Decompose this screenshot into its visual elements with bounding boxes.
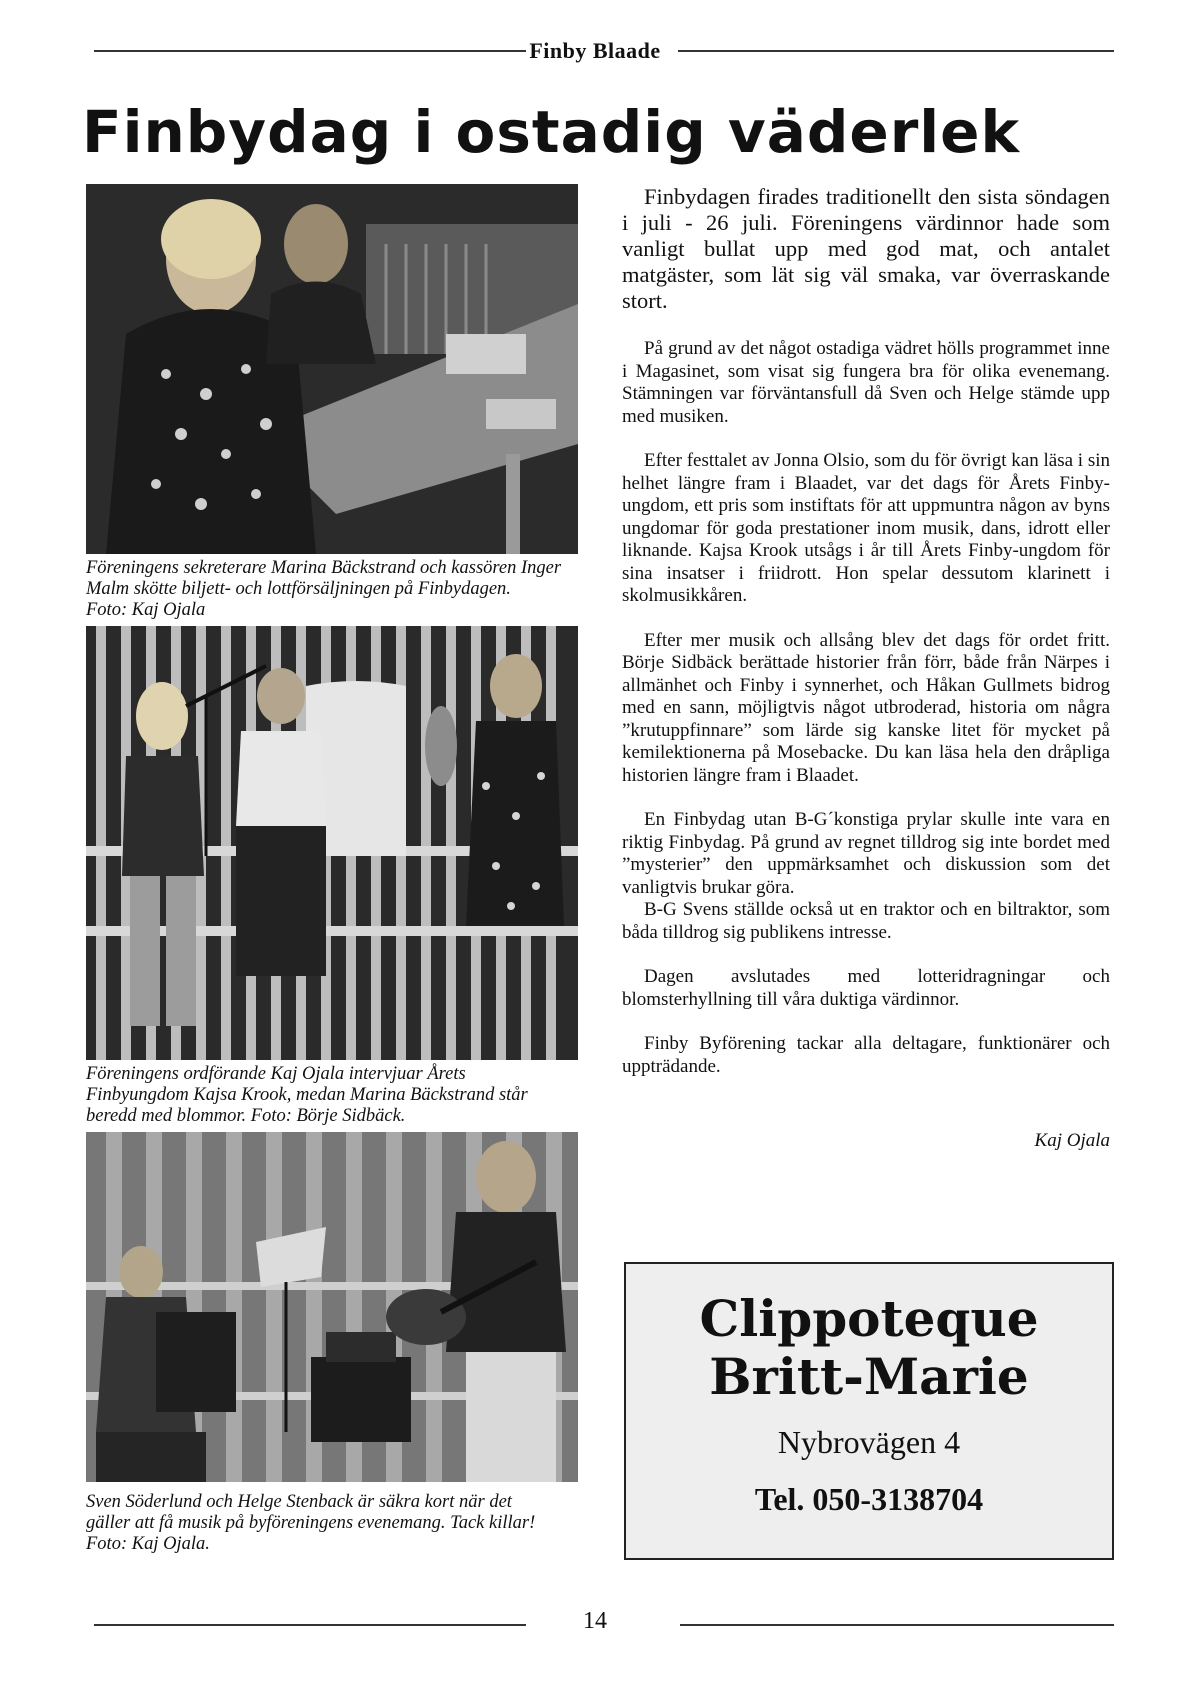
article-byline: Kaj Ojala bbox=[1034, 1130, 1110, 1151]
article-paragraph: Efter mer musik och allsång blev det dags för ordet fritt. Börje Sidbäck berättade historier från förr, både från Närpes i allmänhet och Finby i synnerhet, och Håkan Gullmets bidrog med en sann, möjligtvis något utbroderad, historia om några ”krutuppfinnare” som lärde sig kanske litet för mycket på kemilektionerna på Mosebacke. Du kan läsa hela den dråpliga historien längre fram i Blaadet. bbox=[622, 629, 1110, 786]
photo-caption-3: Sven Söderlund och Helge Stenback är säkra kort när det gäller att få musik på byföreningens evenemang. Tack killar! Foto: Kaj Ojala. bbox=[86, 1492, 536, 1554]
ad-phone: Tel. 050-3138704 bbox=[754, 1481, 984, 1517]
publication-title: Finby Blaade bbox=[529, 38, 661, 63]
article-headline: Finbydag i ostadig väderlek bbox=[82, 98, 1021, 166]
photo-caption-2: Föreningens ordförande Kaj Ojala intervjuar Årets Finbyungdom Kajsa Krook, medan Marina Bäckstrand står beredd med blommor. Foto: Börje Sidbäck. bbox=[86, 1064, 528, 1126]
article-lead: Finbydagen firades traditionellt den sista söndagen i juli - 26 juli. Föreningens värdinnor hade som vanligt bullat upp med god mat, och antalet matgäster, som lät sig väl smaka, var överraskande stort. bbox=[622, 184, 1110, 313]
article-paragraph: På grund av det något ostadiga vädret hölls programmet inne i Magasinet, som visat sig fungera bra för olika evenemang. Stämningen var förväntansfull då Sven och Helge stämde upp med musiken. bbox=[622, 338, 1110, 427]
article-paragraph: Dagen avslutades med lotteridragningar och blomsterhyllning till våra duktiga värdinnor. bbox=[622, 966, 1110, 1010]
ad-address: Nybrovägen 4 bbox=[777, 1424, 961, 1460]
header-rule-right bbox=[678, 50, 1114, 52]
photo-ticket-table bbox=[86, 184, 578, 554]
ad-business-name: Clippoteque Britt-Marie bbox=[699, 1289, 1039, 1406]
article-paragraph: Finby Byförening tackar alla deltagare, funktionärer och uppträdande. bbox=[622, 1033, 1110, 1077]
photo-musicians bbox=[86, 1132, 578, 1482]
article-paragraph: Efter festtalet av Jonna Olsio, som du för övrigt kan läsa i sin helhet längre fram i Blaadet, var det dags för Årets Finby-ungdom, ett pris som instiftats för att uppmuntra någon av byns ungdomar för goda prestationer inom musik, dans, idrott eller liknande. Kajsa Krook utsågs i år till Årets Finby-ungdom för sina insatser i friidrott. Hon spelar dessutom klarinett i skolmusikkåren. bbox=[622, 450, 1110, 606]
photo-caption-1: Föreningens sekreterare Marina Bäckstrand och kassören Inger Malm skötte biljett- och lottförsäljningen på Finbydagen. Foto: Kaj Ojala bbox=[86, 558, 562, 620]
article-body bbox=[622, 184, 1110, 1078]
footer-rule-right bbox=[680, 1624, 1114, 1626]
ad-clippoteque bbox=[624, 1262, 1114, 1560]
article-paragraph: B-G Svens ställde också ut en traktor och en biltraktor, som båda tilldrog sig publikens intresse. bbox=[622, 899, 1110, 943]
page-number: 14 bbox=[583, 1608, 607, 1634]
article-paragraph: En Finbydag utan B-G´konstiga prylar skulle inte vara en riktig Finbydag. På grund av regnet tilldrog sig inte bordet med ”mysterier” den uppmärksamhet och diskussion som det vanligtvis brukar göra. bbox=[622, 809, 1110, 898]
photo-interview bbox=[86, 626, 578, 1060]
